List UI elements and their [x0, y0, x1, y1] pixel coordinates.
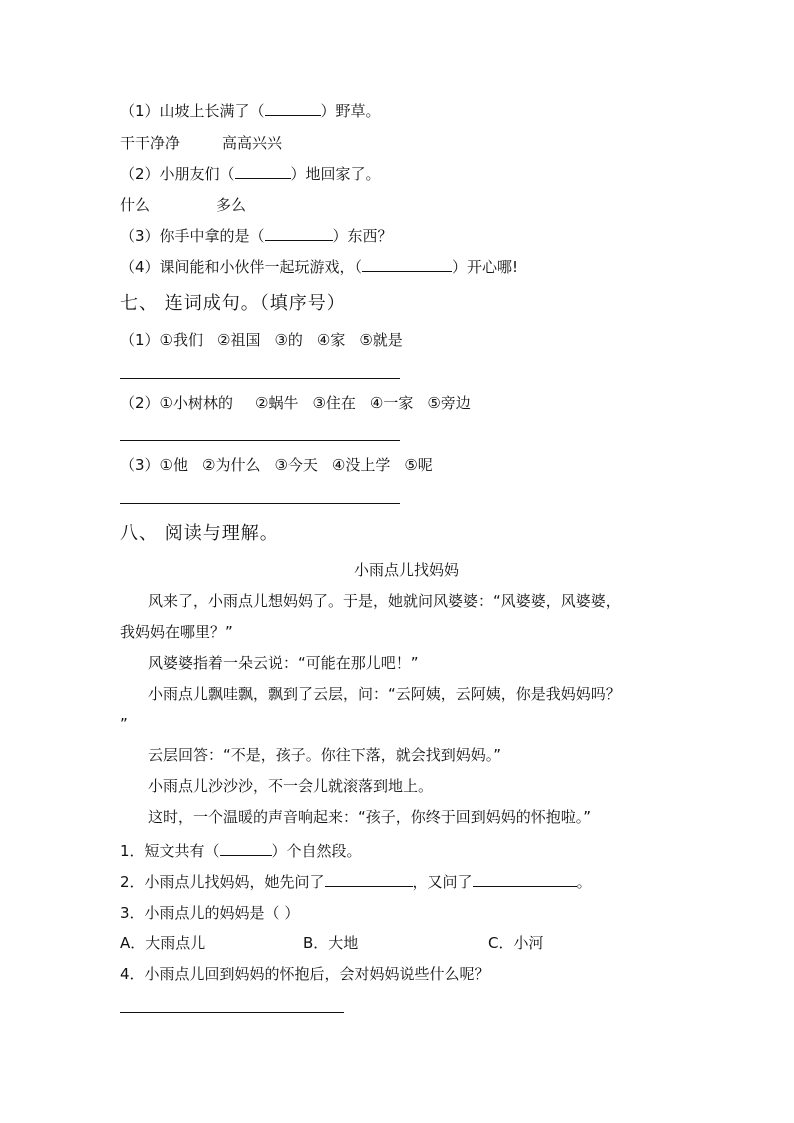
- item-label: （3）: [120, 456, 160, 474]
- question-text: ）个自然段。: [271, 842, 362, 860]
- word-order-item-2: [120, 393, 471, 413]
- word-chip: ②蜗牛: [255, 394, 299, 412]
- word-options-2: [120, 195, 246, 215]
- reading-question-4: 4．小雨点儿回到妈妈的怀抱后，会对妈妈说些什么呢？: [120, 965, 490, 983]
- fill-question-3: [120, 226, 393, 246]
- word-chip: ④家: [316, 331, 346, 349]
- answer-blank[interactable]: [362, 257, 452, 272]
- question-text: 1．短文共有（: [120, 842, 220, 860]
- word-option: 多么: [216, 196, 247, 214]
- answer-line[interactable]: [120, 503, 400, 504]
- story-paragraph: 小雨点儿飘哇飘，飘到了云层，问：“云阿姨，云阿姨，你是我妈妈吗？: [148, 685, 621, 703]
- word-chip: ⑤旁边: [427, 394, 471, 412]
- question-text: ）开心哪!: [452, 258, 519, 276]
- question-text: （3）你手中拿的是（: [120, 227, 265, 245]
- story-title: 小雨点儿找妈妈: [354, 561, 460, 579]
- word-chip: ②祖国: [217, 331, 261, 349]
- word-option: 什么: [120, 196, 151, 214]
- word-option: 高高兴兴: [222, 134, 283, 152]
- item-label: （2）: [120, 394, 160, 412]
- reading-question-2: [120, 872, 592, 892]
- word-chip: ④没上学: [331, 456, 391, 474]
- word-chip: ⑤就是: [359, 331, 403, 349]
- word-chip: ①他: [159, 456, 188, 474]
- word-chip: ⑤呢: [404, 456, 433, 474]
- section-8-title: 八、 阅读与理解。: [120, 523, 279, 544]
- word-chip: ③住在: [312, 394, 356, 412]
- story-paragraph: 这时，一个温暖的声音响起来：“孩子，你终于回到妈妈的怀抱啦。”: [148, 808, 592, 826]
- word-chip: ④一家: [369, 394, 414, 412]
- word-order-item-1: [120, 330, 403, 350]
- answer-blank[interactable]: [235, 164, 291, 179]
- word-option: 干干净净: [120, 134, 181, 152]
- word-chip: ③今天: [274, 456, 318, 474]
- answer-blank[interactable]: [265, 226, 333, 241]
- reading-question-3: 3．小雨点儿的妈妈是（ ）: [120, 904, 300, 922]
- word-order-item-3: [120, 455, 433, 475]
- word-chip: ①小树林的: [159, 394, 233, 412]
- story-paragraph: 风婆婆指着一朵云说：“可能在那儿吧！”: [148, 654, 419, 672]
- question-text: （4）课间能和小伙伴一起玩游戏，（: [120, 258, 363, 276]
- item-label: （1）: [120, 331, 160, 349]
- story-paragraph-cont: 我妈妈在哪里？”: [120, 623, 233, 641]
- answer-line[interactable]: [120, 440, 400, 441]
- story-paragraph: 小雨点儿沙沙沙，不一会儿就滚落到地上。: [148, 777, 434, 795]
- section-7-title: 七、 连词成句。（填序号）: [120, 293, 346, 314]
- answer-line[interactable]: [120, 378, 400, 379]
- reading-question-1: [120, 841, 362, 861]
- choice-c[interactable]: C．小河: [488, 934, 544, 952]
- word-options-1: [120, 133, 282, 153]
- question-text: ）东西？: [332, 227, 393, 245]
- story-paragraph: 风来了，小雨点儿想妈妈了。于是，她就问风婆婆：“风婆婆，风婆婆，: [148, 592, 621, 610]
- word-chip: ②为什么: [202, 456, 261, 474]
- answer-blank[interactable]: [220, 841, 272, 856]
- fill-question-1: [120, 101, 381, 121]
- question-text: 。: [576, 873, 592, 891]
- story-paragraph-cont: ”: [120, 715, 128, 733]
- answer-blank[interactable]: [265, 101, 321, 116]
- question-text: （2）小朋友们（: [120, 165, 235, 183]
- question-text: ）地回家了。: [290, 165, 381, 183]
- choice-a[interactable]: A．大雨点儿: [120, 934, 206, 952]
- question-text: （1）山坡上长满了（: [120, 102, 265, 120]
- answer-blank[interactable]: [473, 872, 577, 887]
- question-text: 2．小雨点儿找妈妈，她先问了: [120, 873, 325, 891]
- story-paragraph: 云层回答：“不是，孩子。你往下落，就会找到妈妈。”: [148, 746, 502, 764]
- question-text: ，又问了: [412, 873, 473, 891]
- question-text: ）野草。: [320, 102, 381, 120]
- word-chip: ①我们: [159, 331, 203, 349]
- answer-blank[interactable]: [325, 872, 413, 887]
- fill-question-2: [120, 164, 381, 184]
- word-chip: ③的: [274, 331, 303, 349]
- fill-question-4: [120, 257, 518, 277]
- choice-b[interactable]: B．大地: [303, 934, 359, 952]
- answer-line[interactable]: [120, 1012, 344, 1013]
